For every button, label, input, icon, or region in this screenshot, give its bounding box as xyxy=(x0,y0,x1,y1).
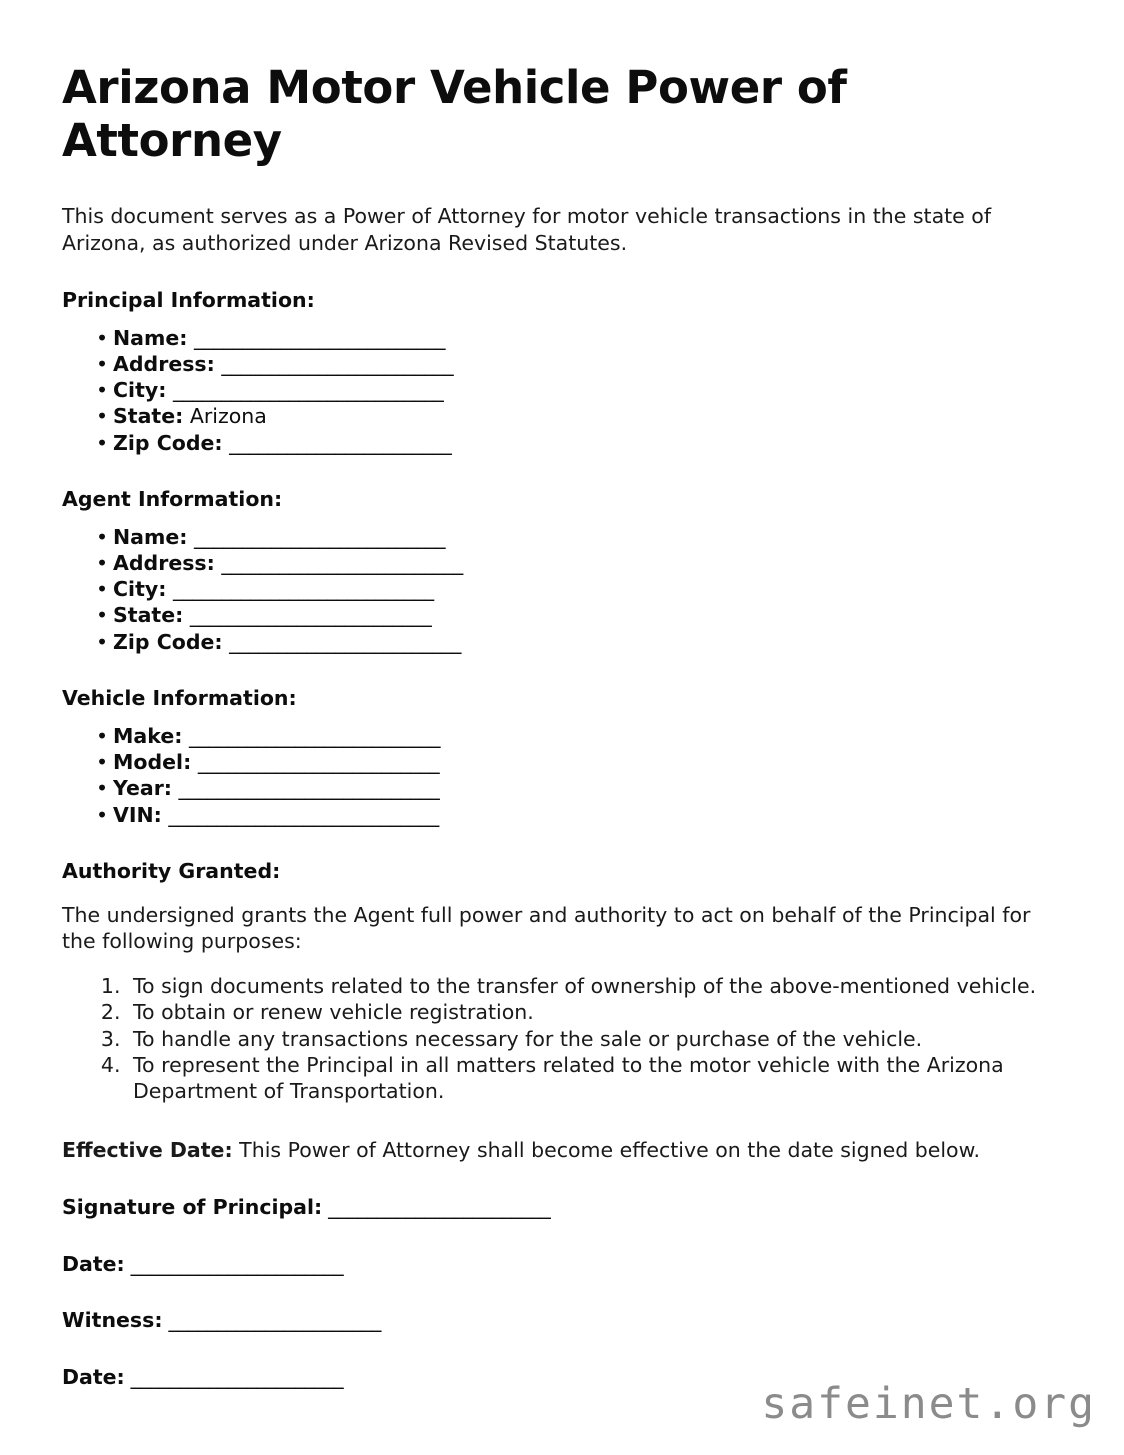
field-label: City: xyxy=(113,577,167,602)
witness-blank[interactable]: ______________________ xyxy=(162,1308,381,1333)
field-value: Arizona xyxy=(189,404,267,429)
vehicle-information-heading: Vehicle Information: xyxy=(62,685,297,710)
date-blank[interactable]: ______________________ xyxy=(124,1251,343,1276)
signature-of-principal-line xyxy=(62,1194,1062,1221)
intro-paragraph: This document serves as a Power of Attorney for motor vehicle transactions in the state of Arizona, as authorized under Arizona Revised Statutes. xyxy=(62,204,992,255)
list-item: 1. To sign documents related to the transfer of ownership of the above-mentioned vehicle. xyxy=(127,973,1062,999)
bullet-icon: • xyxy=(96,750,109,775)
field-blank[interactable]: ____________________________ xyxy=(172,378,444,403)
list-item: 4. To represent the Principal in all matters related to the motor vehicle with the Arizona Department of Transportation. xyxy=(127,1052,1062,1104)
bullet-icon: • xyxy=(96,629,109,654)
bullet-icon: • xyxy=(96,776,109,801)
bullet-icon: • xyxy=(96,802,109,827)
effective-date-paragraph xyxy=(62,1137,1062,1164)
field-blank[interactable]: _________________________ xyxy=(189,603,432,628)
field-label: Year: xyxy=(113,776,173,801)
field-label: Model: xyxy=(113,750,192,775)
field-blank[interactable]: __________________________ xyxy=(188,723,440,748)
list-item xyxy=(62,602,1062,628)
field-label: Signature of Principal: xyxy=(62,1194,323,1219)
bullet-icon: • xyxy=(96,378,109,403)
principal-date-line xyxy=(62,1251,1062,1278)
bullet-icon: • xyxy=(96,577,109,602)
field-blank[interactable]: ________________________ xyxy=(229,629,461,654)
authority-list xyxy=(62,973,1062,1104)
field-blank[interactable]: _______________________ xyxy=(229,430,452,455)
field-label: Name: xyxy=(113,524,188,549)
document-content xyxy=(62,62,1062,1391)
principal-information-heading: Principal Information: xyxy=(62,287,315,312)
field-label: Address: xyxy=(113,550,215,575)
list-item xyxy=(62,629,1062,655)
list-item xyxy=(62,403,1062,429)
list-item xyxy=(62,576,1062,602)
signature-blank[interactable]: _______________________ xyxy=(322,1194,551,1219)
effective-date-text: This Power of Attorney shall become effective on the date signed below. xyxy=(232,1138,980,1163)
field-blank[interactable]: ___________________________ xyxy=(172,577,434,602)
bullet-icon: • xyxy=(96,351,109,376)
list-item xyxy=(62,550,1062,576)
list-item: 2. To obtain or renew vehicle registration. xyxy=(127,999,1062,1025)
field-blank[interactable]: __________________________ xyxy=(193,524,445,549)
field-label: Date: xyxy=(62,1364,125,1389)
field-label: Zip Code: xyxy=(113,629,223,654)
field-label: Address: xyxy=(113,351,215,376)
bullet-icon: • xyxy=(96,430,109,455)
field-blank[interactable]: _________________________ xyxy=(197,750,440,775)
field-label: State: xyxy=(113,603,184,628)
field-blank[interactable]: __________________________ xyxy=(193,325,445,350)
agent-field-list xyxy=(62,524,1062,655)
field-blank[interactable]: ________________________ xyxy=(221,351,453,376)
field-label: Zip Code: xyxy=(113,430,223,455)
bullet-icon: • xyxy=(96,325,109,350)
principal-field-list xyxy=(62,325,1062,456)
field-label: Make: xyxy=(113,723,183,748)
field-label: State: xyxy=(113,404,184,429)
list-item xyxy=(62,802,1062,828)
bullet-icon: • xyxy=(96,404,109,429)
list-item xyxy=(62,749,1062,775)
list-item xyxy=(62,377,1062,403)
field-blank[interactable]: ___________________________ xyxy=(178,776,440,801)
bullet-icon: • xyxy=(96,524,109,549)
date-blank[interactable]: ______________________ xyxy=(124,1364,343,1389)
authority-granted-heading: Authority Granted: xyxy=(62,858,281,883)
witness-line xyxy=(62,1307,1062,1334)
field-label: Date: xyxy=(62,1251,125,1276)
page-title: Arizona Motor Vehicle Power of Attorney xyxy=(62,61,847,167)
list-item xyxy=(62,325,1062,351)
field-label: Witness: xyxy=(62,1308,163,1333)
vehicle-field-list xyxy=(62,723,1062,828)
bullet-icon: • xyxy=(96,603,109,628)
list-item xyxy=(62,524,1062,550)
bullet-icon: • xyxy=(96,550,109,575)
authority-intro-paragraph: The undersigned grants the Agent full power and authority to act on behalf of the Principal for the following purposes: xyxy=(62,902,1031,954)
field-blank[interactable]: _________________________ xyxy=(221,550,463,575)
agent-information-heading: Agent Information: xyxy=(62,486,283,511)
watermark: safeinet.org xyxy=(761,1379,1096,1429)
list-item xyxy=(62,351,1062,377)
list-item xyxy=(62,723,1062,749)
list-item xyxy=(62,775,1062,801)
list-item: 3. To handle any transactions necessary for the sale or purchase of the vehicle. xyxy=(127,1026,1062,1052)
bullet-icon: • xyxy=(96,723,109,748)
field-label: VIN: xyxy=(113,802,162,827)
field-blank[interactable]: ____________________________ xyxy=(168,802,439,827)
effective-date-label: Effective Date: xyxy=(62,1138,233,1163)
field-label: Name: xyxy=(113,325,188,350)
list-item xyxy=(62,430,1062,456)
field-label: City: xyxy=(113,378,167,403)
